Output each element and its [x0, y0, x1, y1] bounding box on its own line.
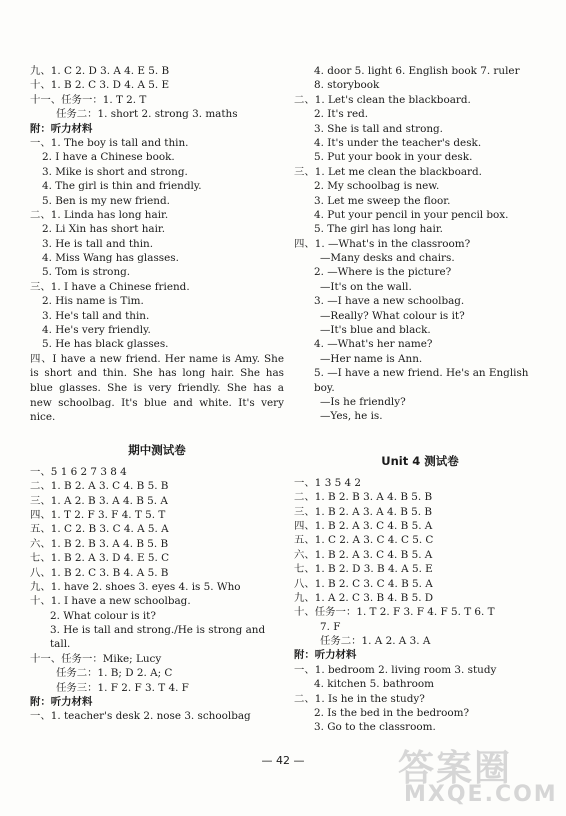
answer-line: 九、1. C 2. D 3. A 4. E 5. B: [30, 65, 170, 77]
answer-line: 7. F: [320, 620, 341, 633]
answer-line: 5. Ben is my new friend.: [42, 194, 170, 207]
answer-line: 2. It's red.: [314, 108, 369, 121]
answer-line: 一、5 1 6 2 7 3 8 4: [30, 465, 127, 478]
answer-line: 4. It's under the teacher's desk.: [314, 136, 482, 149]
answer-line: 3. He is tall and strong./He is strong and tall.: [50, 624, 266, 651]
answer-line: 十一、任务一：Mike; Lucy: [30, 652, 162, 665]
answer-line: 4. The girl is thin and friendly.: [42, 180, 202, 193]
answer-line: 十、1. B 2. C 3. D 4. A 5. E: [30, 79, 170, 92]
answer-line: 4. door 5. light 6. English book 7. ruler: [314, 65, 520, 77]
listening-material-heading: 附：听力材料: [30, 696, 93, 709]
answer-line: 三、1. I have a Chinese friend.: [30, 280, 190, 293]
answer-line: 二、1. Linda has long hair.: [30, 208, 169, 221]
answer-line: 三、1. Let me clean the blackboard.: [294, 165, 482, 178]
answer-line: 2. —Where is the picture?: [314, 266, 452, 279]
answer-line: 任务三：1. F 2. F 3. T 4. F: [56, 681, 189, 694]
answer-line: 九、1. A 2. C 3. B 4. B 5. D: [294, 591, 434, 604]
watermark-sub-text: MXQE.COM: [404, 782, 558, 807]
listening-material-heading: 附：听力材料: [30, 122, 93, 135]
right-column: [294, 64, 546, 735]
answer-line: 3. —I have a new schoolbag.: [314, 295, 465, 308]
answer-line: 七、1. B 2. D 3. B 4. A 5. E: [294, 563, 433, 576]
answer-line: 一、1. The boy is tall and thin.: [30, 136, 189, 149]
answer-line: 二、1. B 2. A 3. C 4. B 5. B: [30, 480, 169, 493]
answer-line: 8. storybook: [314, 79, 380, 92]
answer-line: 四、1. T 2. F 3. F 4. T 5. T: [30, 508, 166, 521]
answer-line: 一、1 3 5 4 2: [294, 476, 362, 489]
answer-line: —Is he friendly?: [320, 396, 406, 409]
answer-line: 5. He has black glasses.: [42, 338, 169, 351]
answer-line: 5. —I have a new friend. He's an English boy.: [314, 367, 529, 394]
answer-line: 2. I have a Chinese book.: [42, 151, 175, 164]
answer-line: 六、1. B 2. B 3. A 4. B 5. B: [30, 537, 169, 550]
unit4-test-title: Unit 4 测试卷: [381, 453, 459, 468]
answer-line: 3. He's tall and thin.: [42, 309, 150, 322]
midterm-test-title: 期中测试卷: [128, 442, 186, 457]
answer-line: —Really? What colour is it?: [320, 309, 465, 322]
answer-line: 4. Put your pencil in your pencil box.: [314, 208, 509, 221]
answer-line: 五、1. C 2. B 3. C 4. A 5. A: [30, 523, 169, 536]
answer-line: 3. Mike is short and strong.: [42, 165, 188, 178]
answer-line: 二、1. B 2. B 3. A 4. B 5. B: [294, 491, 433, 504]
answer-line: 2. What colour is it?: [50, 609, 156, 622]
page-number: — 42 —: [261, 754, 305, 767]
answer-line: 一、1. teacher's desk 2. nose 3. schoolbag: [30, 710, 251, 723]
answer-line: 三、1. B 2. A 3. A 4. B 5. B: [294, 505, 432, 518]
answer-line: 5. The girl has long hair.: [314, 223, 443, 236]
answer-line: 5. Put your book in your desk.: [314, 151, 473, 164]
answer-line: 3. Let me sweep the floor.: [314, 194, 451, 207]
answer-line: 八、1. B 2. C 3. C 4. B 5. A: [294, 577, 433, 590]
answer-line: 三、1. A 2. B 3. A 4. B 5. A: [30, 494, 168, 507]
answer-line: 五、1. C 2. A 3. C 4. C 5. C: [294, 534, 434, 547]
answer-line: 2. His name is Tim.: [42, 295, 144, 308]
answer-line: 二、1. Is he in the study?: [294, 692, 425, 705]
answer-line: 4. He's very friendly.: [42, 324, 151, 337]
watermark-logo: [386, 740, 556, 810]
answer-line: —It's blue and black.: [320, 324, 431, 337]
answer-line: 八、1. B 2. C 3. B 4. A 5. B: [30, 566, 169, 579]
answer-line: 一、1. bedroom 2. living room 3. study: [294, 663, 497, 676]
answer-line: 十、任务一：1. T 2. F 3. F 4. F 5. T 6. T: [294, 606, 495, 619]
answer-line: 3. She is tall and strong.: [314, 122, 443, 135]
answer-line: 4. —What's her name?: [314, 338, 433, 351]
answer-line: 九、1. have 2. shoes 3. eyes 4. is 5. Who: [30, 580, 241, 593]
answer-line: 二、1. Let's clean the blackboard.: [294, 93, 471, 106]
answer-line: 四、1. —What's in the classroom?: [294, 237, 471, 250]
answer-line: 任务二：1. short 2. strong 3. maths: [56, 108, 238, 121]
answer-line: 六、1. B 2. A 3. C 4. B 5. A: [294, 548, 433, 561]
listening-paragraph: 四、I have a new friend. Her name is Amy. She is short and thin. She has long hair. She has blue glasses. She is very friendly. She has a new schoolbag. It's blue and white. It's very nice.: [30, 352, 284, 424]
answer-line: 5. Tom is strong.: [42, 266, 131, 279]
answer-line: —Her name is Ann.: [320, 352, 423, 365]
answer-line: 2. Li Xin has short hair.: [42, 223, 166, 236]
answer-line: —Yes, he is.: [320, 410, 383, 423]
answer-line: 任务二：1. B; D 2. A; C: [56, 667, 173, 680]
answer-line: 四、1. B 2. A 3. C 4. B 5. A: [294, 519, 433, 532]
answer-line: 十一、任务一：1. T 2. T: [30, 93, 147, 106]
answer-line: 3. He is tall and thin.: [42, 237, 154, 250]
answer-line: 2. Is the bed in the bedroom?: [314, 707, 470, 720]
answer-line: 七、1. B 2. A 3. D 4. E 5. C: [30, 552, 170, 565]
answer-line: —It's on the wall.: [320, 280, 412, 293]
listening-material-heading: 附：听力材料: [294, 649, 357, 662]
answer-line: 4. kitchen 5. bathroom: [314, 678, 434, 691]
answer-line: 4. Miss Wang has glasses.: [42, 252, 179, 265]
answer-line: 十、1. I have a new schoolbag.: [30, 595, 191, 608]
answer-line: 2. My schoolbag is new.: [314, 180, 440, 193]
answer-line: 3. Go to the classroom.: [314, 721, 436, 734]
watermark-main-text: 答案圈: [398, 748, 513, 789]
left-column: [30, 64, 284, 724]
answer-line: —Many desks and chairs.: [320, 252, 455, 265]
answer-line: 任务二：1. A 2. A 3. A: [320, 635, 431, 648]
